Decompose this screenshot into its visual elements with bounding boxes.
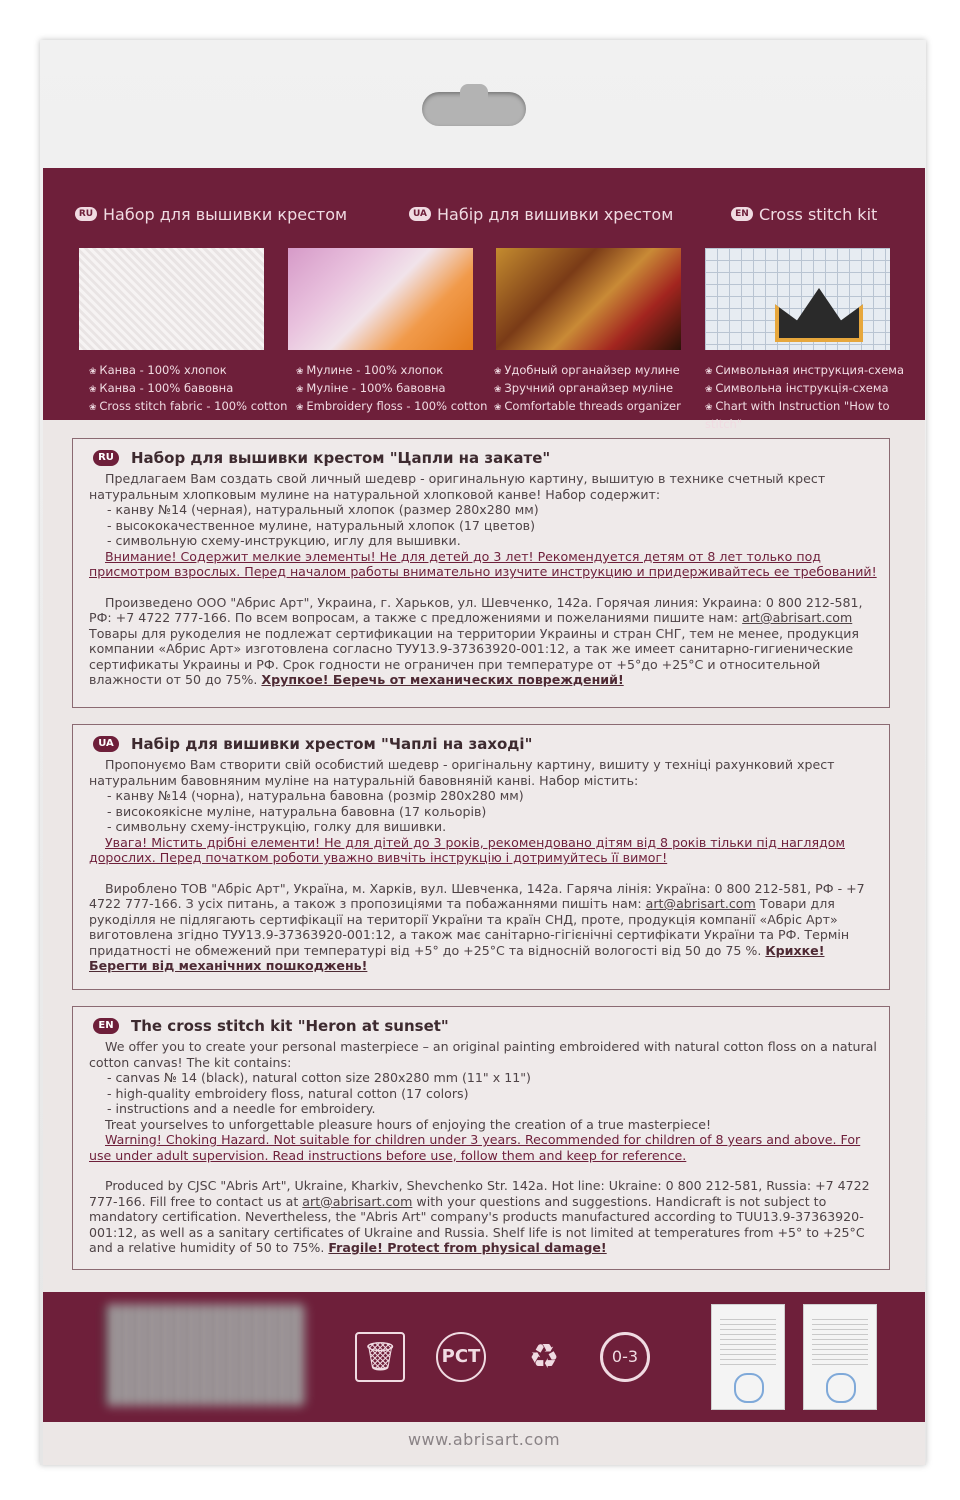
ru-warning: Внимание! Содержит мелкие элементы! Не для детей до 3 лет! Рекомендуется детям от 8 лет только под присмотром взрослых. Перед началом работы внимательно изучите инструкцию и придерживайтесь ее требований!: [89, 548, 877, 579]
ru-section-badge: RU: [93, 450, 119, 466]
ua-section-badge: UA: [93, 736, 119, 752]
feature-line: ❀ Канва - 100% бавовна: [89, 380, 289, 398]
features-floss: [296, 362, 496, 416]
feature-line: ❀ Символьна iнструкцiя-схема: [705, 380, 920, 398]
feature-line: ❀ Зручний органайзер мулiне: [494, 380, 694, 398]
header-ua: [409, 202, 673, 226]
header-ua-title: Набір для вишивки хрестом: [437, 204, 674, 224]
section-en-title: The cross stitch kit "Heron at sunset": [131, 1017, 449, 1035]
en-item: - instructions and a needle for embroidery.: [107, 1101, 376, 1116]
en-item: - canvas № 14 (black), natural cotton size 280x280 mm (11" x 11"): [107, 1070, 531, 1085]
recycle-icon: ♻: [528, 1337, 560, 1377]
en-item: - high-quality embroidery floss, natural cotton (17 colors): [107, 1085, 469, 1101]
ru-producer-text-2: Товары для рукоделия не подлежат сертификации на территории Украины и стран СНГ, тем не менее, продукция компании «Абрис Арт» изготовлена согласно ТУУ13.9-37363920-001:12, а так же имеет санитарно-гигиенические сертификаты Украины и РФ. Срок годности не ограничен при температуре от +5°до +25°C и относительной влажности от 50 до 75%.: [89, 625, 859, 687]
en-producer-text: Produced by CJSC "Abris Art", Ukraine, Kharkiv, Shevchenko Str. 142a. Hot line: Ukraine: 0 800 212-581, Russia: +7 4722 777-166. Fill free to contact us at: [89, 1178, 870, 1209]
ua-warning: Увага! Містить дрібні елементи! Не для дітей до 3 років, рекомендовано дітям від 8 років тільки під наглядом дорослих. Перед початком роботи уважно вивчіть інструкцію і дотримуйтесь її вимог!: [89, 834, 845, 865]
ua-producer-text: Вироблено ТОВ "Абріс Арт", Україна, м. Харків, вул. Шевченка, 142а. Гаряча лінія: Україна: 0 800 212-581, РФ - +7 4722 777-166. З усіх питань, а також з пропозиціями та побажаннями пишіть нам:: [89, 880, 865, 911]
ru-item: - канву №14 (черная), натуральный хлопок (размер 280х280 мм): [107, 502, 539, 517]
ru-badge: RU: [75, 207, 97, 221]
feature-line: ❀ Канва - 100% хлопок: [89, 362, 289, 380]
features-chart: [705, 362, 920, 432]
header-en-title: Cross stitch kit: [759, 204, 878, 224]
feature-line: ❀ Мулiне - 100% бавовна: [296, 380, 496, 398]
hang-hole: [422, 92, 526, 126]
certificate-thumbnail: [711, 1304, 785, 1410]
website-url: www.abrisart.com: [407, 1430, 561, 1449]
ru-fragile-note: Хрупкое! Беречь от механических повреждений!: [261, 672, 624, 687]
ua-email-link[interactable]: art@abrisart.com: [645, 896, 756, 911]
header-ru-title: Набор для вышивки крестом: [103, 204, 348, 224]
feature-line: ❀ Удобный органайзер мулине: [494, 362, 694, 380]
section-ua-title: Набір для вишивки хрестом "Чаплі на заході": [131, 735, 533, 753]
ua-item: - канву №14 (чорна), натуральна бавовна (розмір 280х280 мм): [107, 788, 524, 803]
section-ru-body: [89, 471, 883, 688]
feature-line: ❀ Мулине - 100% хлопок: [296, 362, 496, 380]
feature-line: ❀ Comfortable threads organizer: [494, 398, 694, 416]
ru-intro: Предлагаем Вам создать свой личный шедевр - оригинальную картину, вышитую в технике счетный крест натуральным хлопковым мулине на натуральной хлопковой канве! Набор содержит:: [89, 471, 826, 502]
ua-producer-text-2: Товари для рукоділля не підлягають сертифікації на території України та країн СНД, проте, продукція компанії «Абріс Арт» виготовлена згідно ТУУ13.9-37363920-001:12, а також має санітарно-гігієнічні сертифікати України та РФ. Термін придатності не обмежений при температурі від +5° до +25°С та відносній вологості від 50 до 75 %.: [89, 896, 850, 958]
section-ru-title: Набор для вышивки крестом "Цапли на закате": [131, 449, 551, 467]
ru-email-link[interactable]: art@abrisart.com: [742, 610, 853, 625]
ua-fragile-note: Крихке! Берегти від механічних пошкоджень!: [89, 942, 825, 973]
en-producer: [89, 1178, 883, 1256]
ru-producer: [89, 595, 883, 688]
ua-producer: [89, 881, 883, 974]
feature-line: ❀ Cross stitch fabric - 100% cotton: [89, 398, 289, 416]
canvas-photo: [79, 248, 264, 350]
feature-line: ❀ Chart with Instruction "How to stitch": [705, 398, 920, 432]
age-restriction-icon: 0-3: [600, 1332, 650, 1382]
top-banner: [43, 168, 925, 431]
en-badge: EN: [731, 207, 753, 221]
ru-item: - символьную схему-инструкцию, иглу для вышивки.: [107, 533, 461, 548]
features-canvas: [89, 362, 289, 416]
barcode-blurred: [105, 1304, 305, 1406]
section-ua-heading: [93, 733, 532, 755]
ru-item: - высококачественное мулине, натуральный хлопок (17 цветов): [107, 517, 536, 533]
organizer-photo: [496, 248, 681, 350]
section-ua: [72, 724, 890, 990]
product-card: [43, 168, 925, 1465]
section-en-body: [89, 1039, 883, 1256]
header-ru: [75, 202, 347, 226]
ua-item: - символьну схему-інструкцію, голку для вишивки.: [107, 819, 447, 834]
ua-intro: Пропонуємо Вам створити свій особистий шедевр - оригінальну картину, вишиту у техніці рахунковий хрест натуральним бавовняним муліне на натуральній бавовняній канві. Набор містить:: [89, 757, 835, 788]
certificate-thumbnail: [803, 1304, 877, 1410]
trash-bin-icon: 🗑: [355, 1332, 405, 1382]
section-ua-body: [89, 757, 883, 974]
header-en: [731, 202, 877, 226]
en-producer-text-2: with your questions and suggestions. Handicraft is not subject to mandatory certification. Nevertheless, the "Abris Art" company's products manufactured according to TUU13.9-37363920-001:12, as well as a sanitary certificates of Ukraine and Russia. Shelf life is not limited at temperatures from +5° to +25°C and a relative humidity of 50 to 75%.: [89, 1193, 865, 1255]
rst-certification-icon: РСТ: [436, 1332, 486, 1382]
section-ru-heading: [93, 447, 550, 469]
feature-line: ❀ Символьная инструкция-схема: [705, 362, 920, 380]
section-en-heading: [93, 1015, 449, 1037]
en-extra: Treat yourselves to unforgettable pleasure hours of enjoying the creation of a true masterpiece!: [105, 1116, 712, 1132]
chart-crown-graphic: [775, 288, 863, 342]
section-en: [72, 1006, 890, 1270]
section-ru: [72, 438, 890, 708]
bottom-banner: [43, 1292, 925, 1422]
en-fragile-note: Fragile! Protect from physical damage!: [328, 1240, 607, 1255]
ua-badge: UA: [409, 207, 431, 221]
en-intro: We offer you to create your personal masterpiece – an original painting embroidered with natural cotton floss on a natural cotton canvas! The kit contains:: [89, 1039, 877, 1070]
ru-producer-text: Произведено ООО "Абрис Арт", Украина, г. Харьков, ул. Шевченко, 142а. Горячая линия: Украина: 0 800 212-581, РФ: +7 4722 777-166. По всем вопросам, а также с предложениями и пожеланиями пишите нам:: [89, 594, 863, 625]
en-warning: Warning! Choking Hazard. Not suitable for children under 3 years. Recommended for children of 8 years and above. For use under adult supervision. Read instructions before use, follow them and keep for reference.: [89, 1132, 861, 1163]
feature-line: ❀ Embroidery floss - 100% cotton: [296, 398, 496, 416]
floss-photo: [288, 248, 473, 350]
en-section-badge: EN: [93, 1018, 119, 1034]
ua-item: - високоякісне муліне, натуральна бавовна (17 кольорів): [107, 803, 487, 819]
chart-photo: [705, 248, 890, 350]
features-organizer: [494, 362, 694, 416]
en-email-link[interactable]: art@abrisart.com: [302, 1193, 413, 1209]
